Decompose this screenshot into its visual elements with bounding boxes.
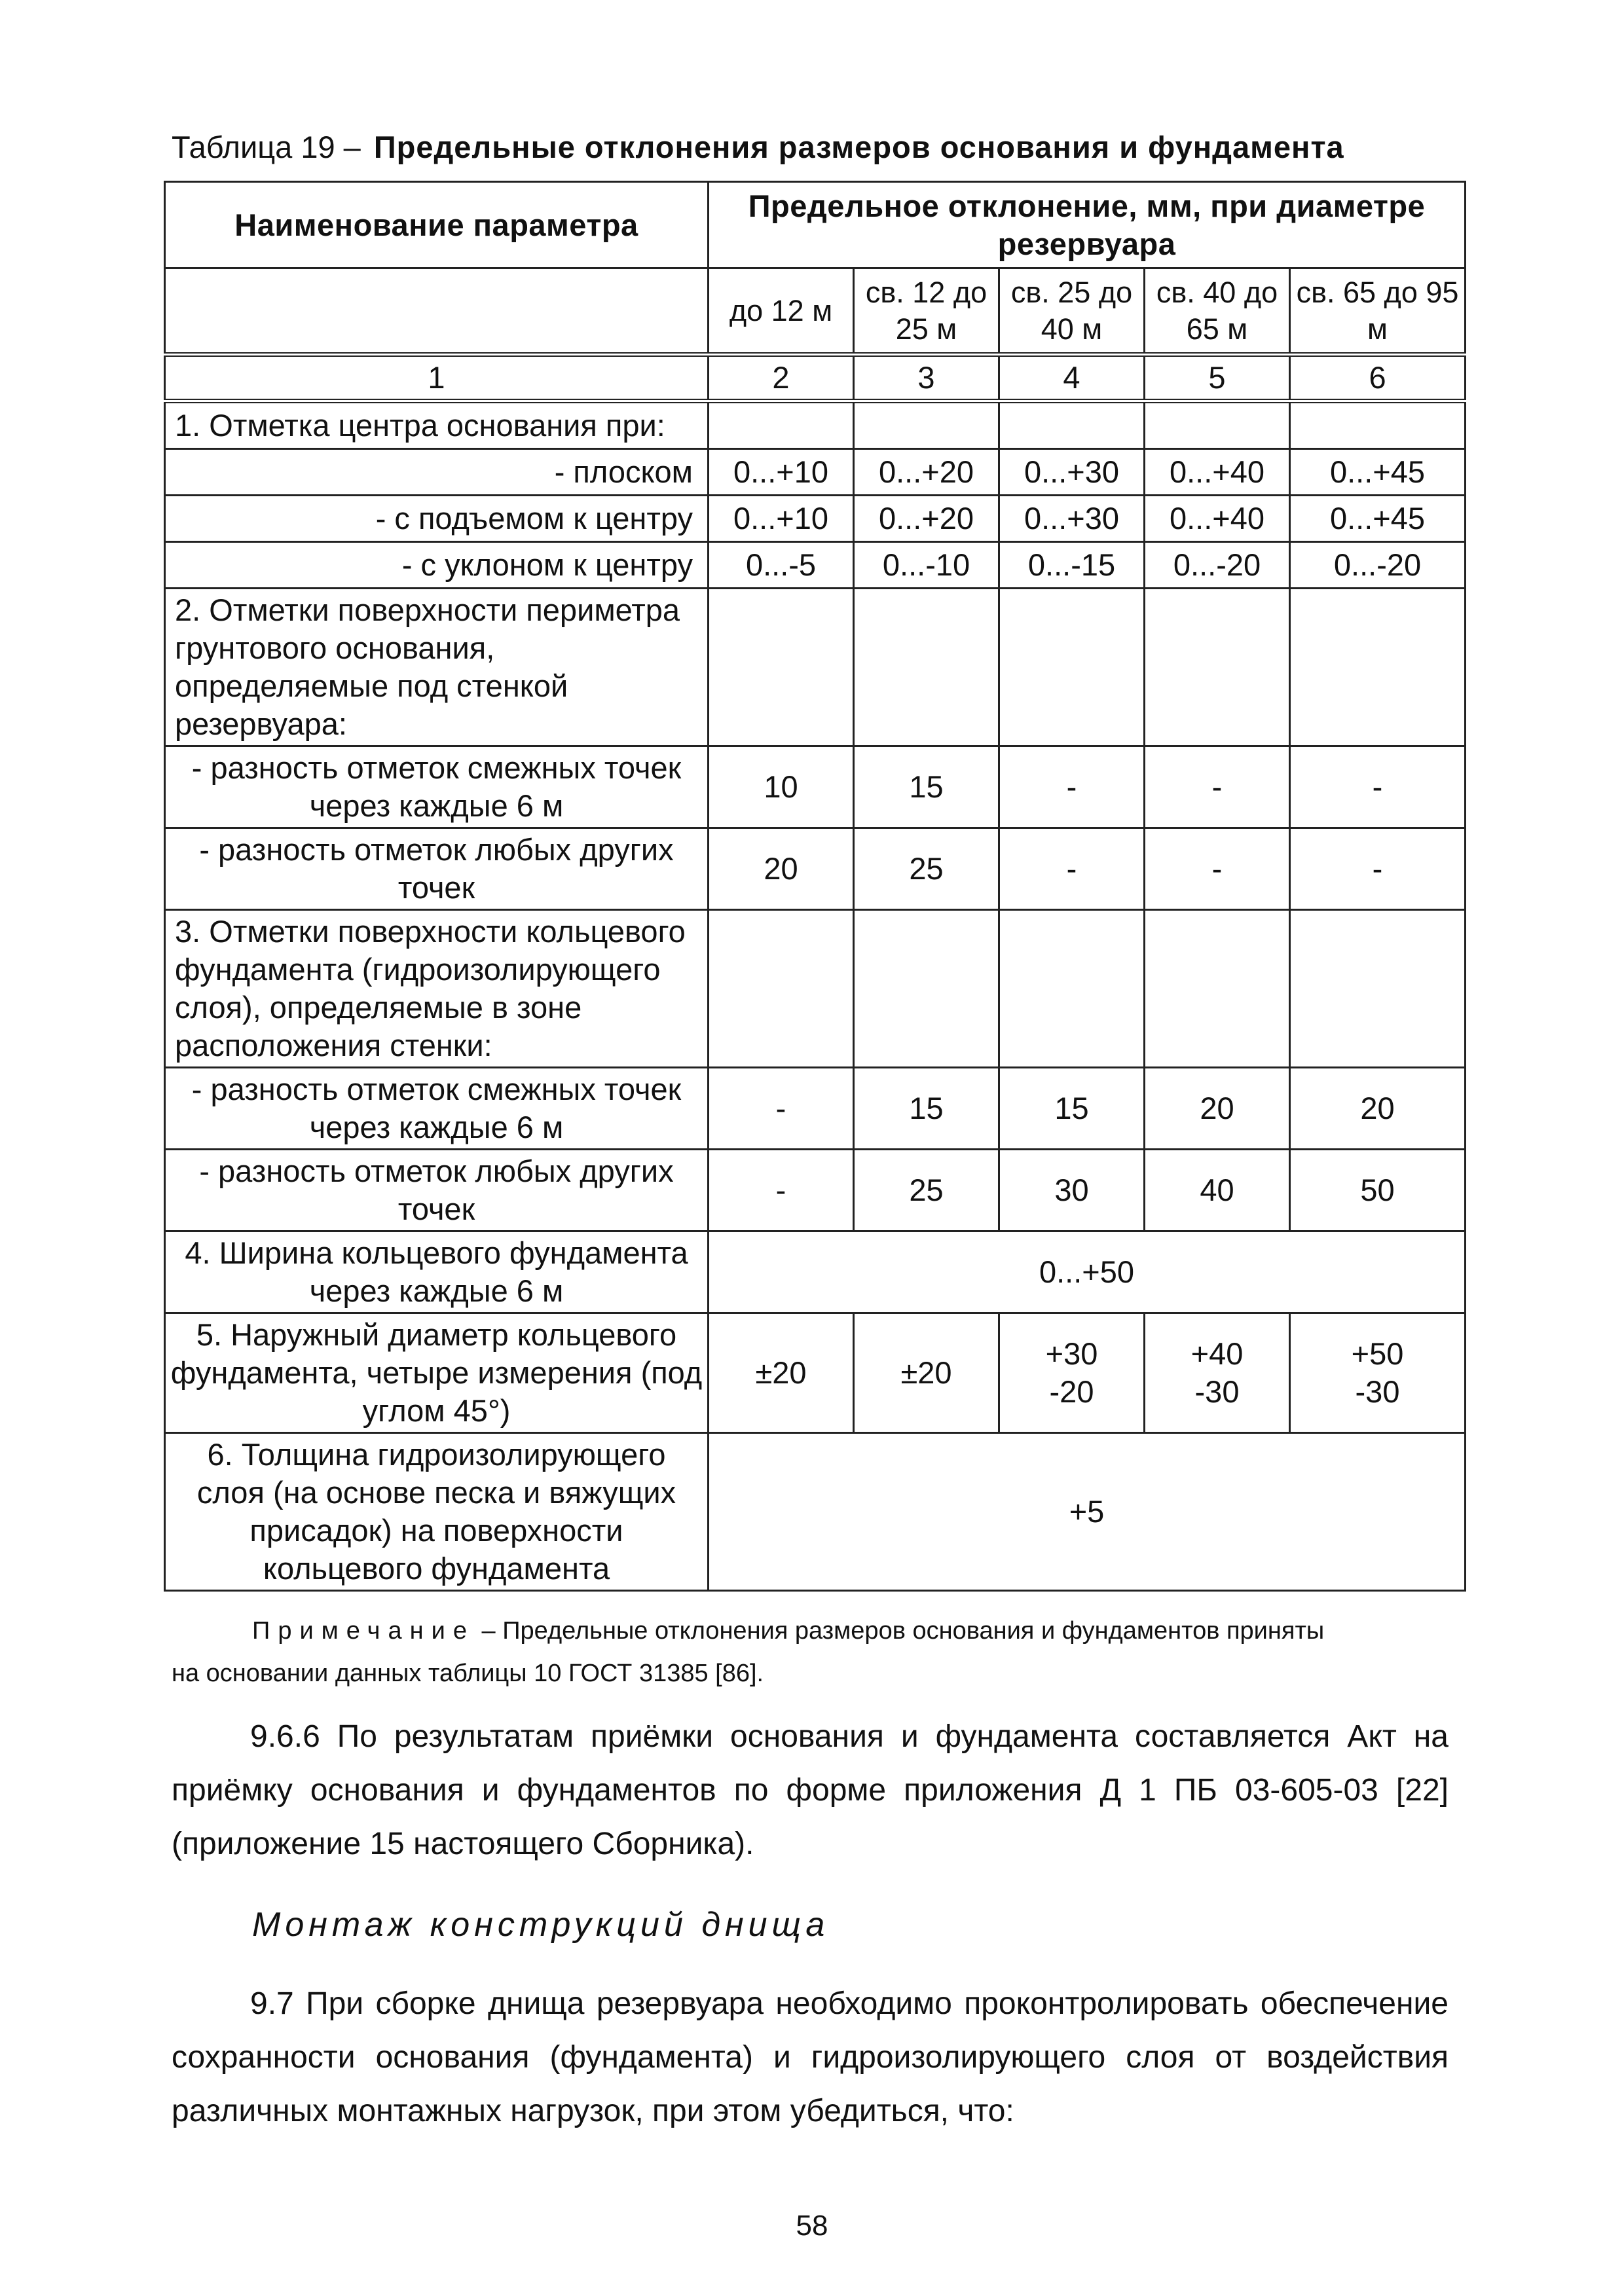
table-cell: 0...+20: [854, 449, 999, 496]
row-1a-label: - плоском: [165, 449, 709, 496]
table-cell: 20: [1290, 1068, 1466, 1150]
row-2-label: 2. Отметки поверхности периметра грунтового основания, определяемые под стенкой резервуара:: [165, 589, 709, 746]
row-3-label: 3. Отметки поверхности кольцевого фундамента (гидроизолирующего слоя), определяемые в зоне расположения стенки:: [165, 910, 709, 1068]
table-cell: 0...-10: [854, 542, 999, 589]
table-cell: ±20: [854, 1313, 999, 1433]
table-cell: 0...+45: [1290, 496, 1466, 542]
table-cell: 25: [854, 828, 999, 910]
caption-prefix: Таблица 19 –: [172, 130, 361, 164]
row-3a-label: - разность отметок смежных точек через каждые 6 м: [165, 1068, 709, 1150]
table-cell: 40: [1145, 1150, 1290, 1231]
table-cell: 0...-20: [1145, 542, 1290, 589]
table-cell: 0...-5: [709, 542, 854, 589]
row-4-label: 4. Ширина кольцевого фундамента через каждые 6 м: [165, 1231, 709, 1313]
empty-cell: [1290, 401, 1466, 449]
table-cell: 0...-20: [1290, 542, 1466, 589]
col-number-6: 6: [1290, 355, 1466, 401]
table-cell: -: [1145, 828, 1290, 910]
empty-cell: [1290, 589, 1466, 746]
empty-cell: [709, 401, 854, 449]
table-cell: ±20: [709, 1313, 854, 1433]
row-2a-label: - разность отметок смежных точек через каждые 6 м: [165, 746, 709, 828]
section-subheading: Монтаж конструкций днища: [252, 1906, 830, 1944]
table-cell: +40 -30: [1145, 1313, 1290, 1433]
caption-title: Предельные отклонения размеров основания и фундамента: [373, 130, 1344, 164]
row-1-label: 1. Отметка центра основания при:: [165, 401, 709, 449]
page-number: 58: [796, 2210, 828, 2242]
note-text: – Предельные отклонения размеров основания и фундаментов приняты: [481, 1617, 1325, 1645]
table-cell: 20: [1145, 1068, 1290, 1150]
table-cell: -: [1145, 746, 1290, 828]
note-continuation: на основании данных таблицы 10 ГОСТ 31385 [86].: [172, 1660, 764, 1687]
table-cell: -: [709, 1068, 854, 1150]
note-label: Примечание: [252, 1617, 475, 1645]
table-cell: 0...+10: [709, 449, 854, 496]
col-number-2: 2: [709, 355, 854, 401]
col-range-4: св. 40 до 65 м: [1145, 268, 1290, 355]
table-cell: 0...+30: [999, 496, 1145, 542]
row-3b-label: - разность отметок любых других точек: [165, 1150, 709, 1231]
table-cell: 50: [1290, 1150, 1466, 1231]
table-cell: 0...+45: [1290, 449, 1466, 496]
col-number-3: 3: [854, 355, 999, 401]
col-number-5: 5: [1145, 355, 1290, 401]
col-range-1: до 12 м: [709, 268, 854, 355]
col-number-1: 1: [165, 355, 709, 401]
header-empty: [165, 268, 709, 355]
empty-cell: [1145, 910, 1290, 1068]
empty-cell: [1145, 401, 1290, 449]
col-range-3: св. 25 до 40 м: [999, 268, 1145, 355]
table-cell: -: [709, 1150, 854, 1231]
empty-cell: [999, 401, 1145, 449]
empty-cell: [709, 589, 854, 746]
table-cell: -: [999, 746, 1145, 828]
header-param: Наименование параметра: [165, 182, 709, 268]
table-cell: 0...+40: [1145, 449, 1290, 496]
table-cell: -: [1290, 828, 1466, 910]
empty-cell: [1145, 589, 1290, 746]
table-cell: 15: [854, 746, 999, 828]
empty-cell: [709, 910, 854, 1068]
row-6-label: 6. Толщина гидроизолирующего слоя (на основе песка и вяжущих присадок) на поверхности кольцевого фундамента: [165, 1433, 709, 1591]
empty-cell: [999, 910, 1145, 1068]
table-cell: +30 -20: [999, 1313, 1145, 1433]
table-cell: 0...+30: [999, 449, 1145, 496]
table-cell: 25: [854, 1150, 999, 1231]
paragraph-text: 9.7 При сборке днища резервуара необходимо проконтролировать обеспечение сохранности основания (фундамента) и гидроизолирующего слоя от воздействия различных монтажных нагрузок, при этом убедиться, что:: [172, 1986, 1449, 2128]
empty-cell: [999, 589, 1145, 746]
empty-cell: [1290, 910, 1466, 1068]
paragraph-9-6-6: [172, 1710, 1449, 1871]
empty-cell: [854, 910, 999, 1068]
table-cell: 15: [999, 1068, 1145, 1150]
table-cell: 0...-15: [999, 542, 1145, 589]
table-cell: 0...+10: [709, 496, 854, 542]
table-cell: 0...+20: [854, 496, 999, 542]
col-range-2: св. 12 до 25 м: [854, 268, 999, 355]
table-caption: [172, 124, 1449, 170]
paragraph-9-7: [172, 1977, 1449, 2138]
deviation-table: [164, 181, 1466, 1592]
row-1b-label: - с подъемом к центру: [165, 496, 709, 542]
table-cell: -: [999, 828, 1145, 910]
row-5-label: 5. Наружный диаметр кольцевого фундамента, четыре измерения (под углом 45°): [165, 1313, 709, 1433]
row-1c-label: - с уклоном к центру: [165, 542, 709, 589]
table-cell-merged: 0...+50: [709, 1231, 1466, 1313]
table-cell: 20: [709, 828, 854, 910]
empty-cell: [854, 401, 999, 449]
paragraph-text: 9.6.6 По результатам приёмки основания и фундамента составляется Акт на приёмку основания и фундаментов по форме приложения Д 1 ПБ 03-605-03 [22] (приложение 15 настоящего Сборника).: [172, 1719, 1449, 1861]
table-cell: 10: [709, 746, 854, 828]
header-deviation: Предельное отклонение, мм, при диаметре резервуара: [709, 182, 1466, 268]
col-number-4: 4: [999, 355, 1145, 401]
col-range-5: св. 65 до 95 м: [1290, 268, 1466, 355]
table-note: [252, 1611, 1450, 1651]
row-2b-label: - разность отметок любых других точек: [165, 828, 709, 910]
table-cell-merged: +5: [709, 1433, 1466, 1591]
empty-cell: [854, 589, 999, 746]
table-cell: +50 -30: [1290, 1313, 1466, 1433]
table-cell: 0...+40: [1145, 496, 1290, 542]
table-cell: -: [1290, 746, 1466, 828]
table-cell: 15: [854, 1068, 999, 1150]
table-cell: 30: [999, 1150, 1145, 1231]
